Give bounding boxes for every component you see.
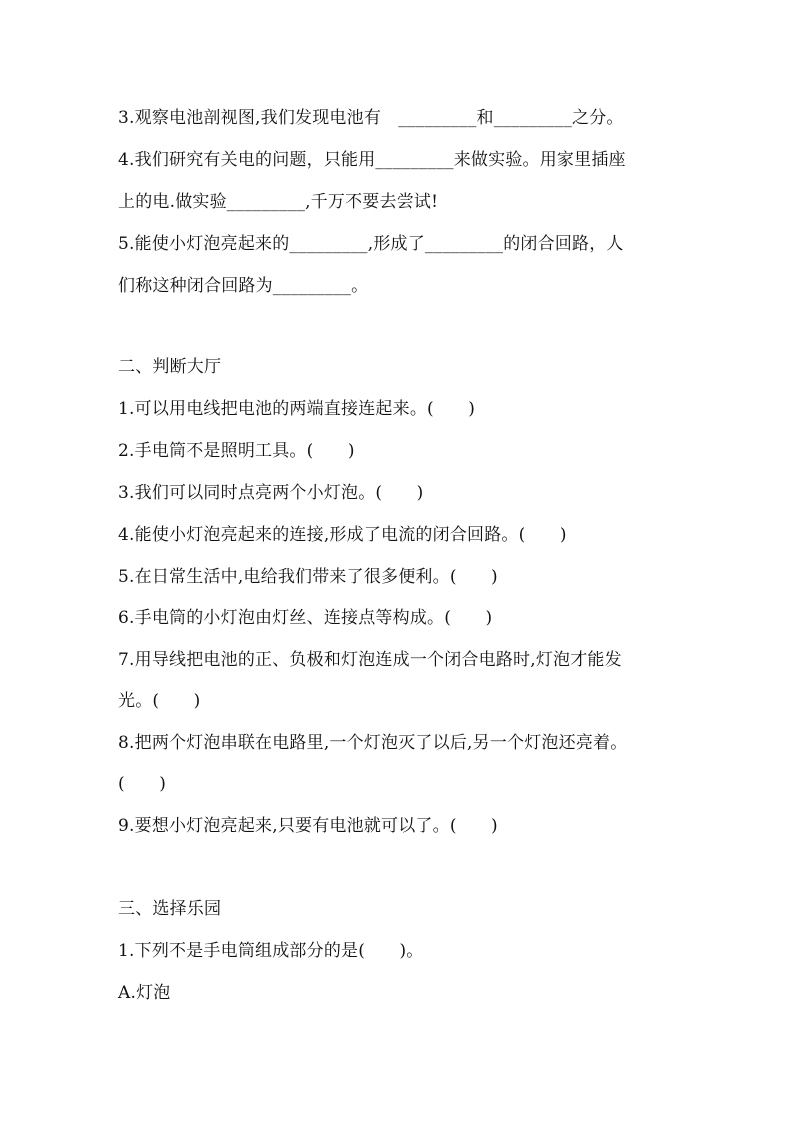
judge-item: 1.可以用电线把电池的两端直接连起来。( )	[118, 399, 476, 419]
judge-item: 3.我们可以同时点亮两个小灯泡。( )	[118, 483, 424, 503]
choice-option-a: A.灯泡	[118, 983, 171, 1003]
judge-item: 8.把两个灯泡串联在电路里,一个灯泡灭了以后,另一个灯泡还亮着。	[118, 733, 628, 753]
choice-question-1: 1.下列不是手电筒组成部分的是( )。	[118, 941, 424, 961]
judge-item-continuation: ( )	[118, 774, 167, 794]
judge-item: 7.用导线把电池的正、负极和灯泡连成一个闭合电路时,灯泡才能发	[118, 650, 622, 670]
judge-item: 6.手电筒的小灯泡由灯丝、连接点等构成。( )	[118, 608, 493, 628]
fill-in-question-5-line-1: 5.能使小灯泡亮起来的_________,形成了_________的闭合回路，人	[118, 234, 624, 254]
judge-item: 9.要想小灯泡亮起来,只要有电池就可以了。( )	[118, 816, 498, 836]
section-heading-choice: 三、选择乐园	[118, 899, 222, 919]
fill-in-question-3: 3.观察电池剖视图,我们发现电池有 _________和_________之分。	[118, 108, 624, 128]
fill-in-question-4-line-2: 上的电.做实验_________,千万不要去尝试!	[118, 192, 439, 212]
fill-in-question-5-line-2: 们称这种闭合回路为_________。	[118, 276, 369, 296]
fill-in-question-4-line-1: 4.我们研究有关电的问题，只能用_________来做实验。用家里插座	[118, 150, 626, 170]
judge-item: 2.手电筒不是照明工具。( )	[118, 441, 355, 461]
judge-item-continuation: 光。( )	[118, 691, 201, 711]
section-heading-judge: 二、判断大厅	[118, 357, 222, 377]
judge-item: 4.能使小灯泡亮起来的连接,形成了电流的闭合回路。( )	[118, 525, 567, 545]
judge-item: 5.在日常生活中,电给我们带来了很多便利。( )	[118, 567, 498, 587]
